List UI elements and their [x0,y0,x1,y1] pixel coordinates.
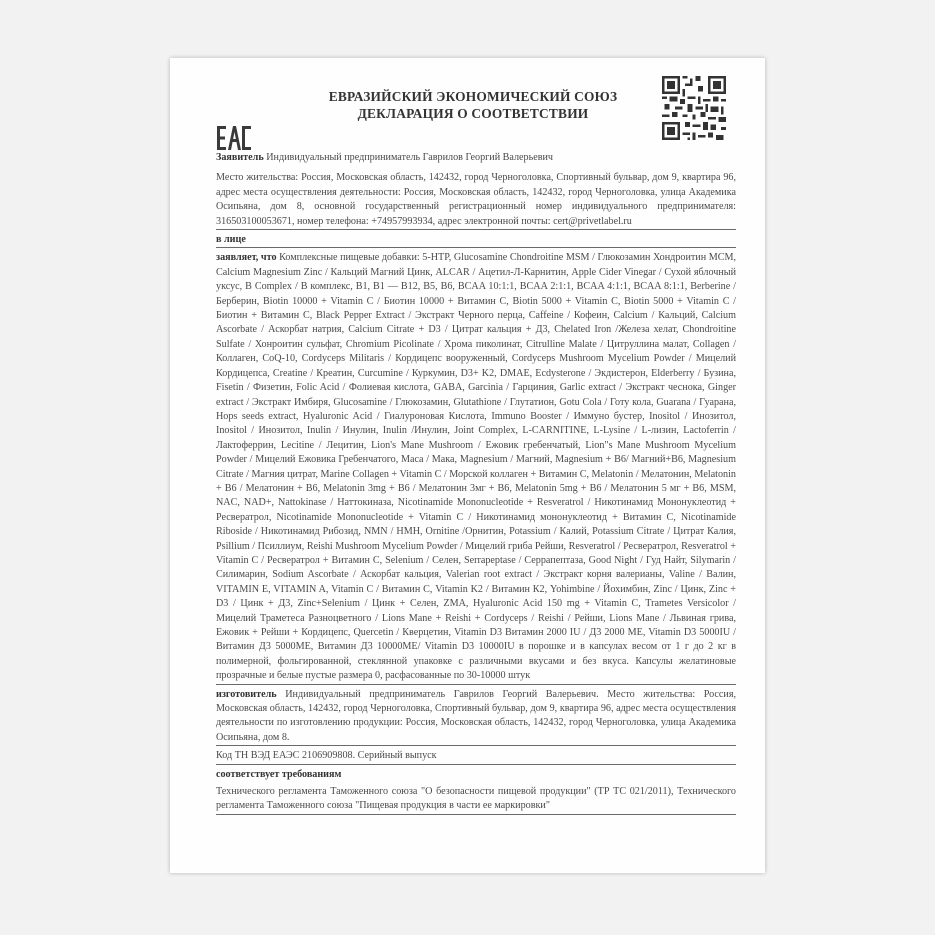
declares-label: заявляет, что [216,252,277,264]
product-list: Комплексные пищевые добавки: 5-HTP, Glucosamine Chondroitine MSM / Глюкозамин Хондроитин МСМ, Calcium Magnesium Zinc / Кальций Магний Цинк, ALCAR / Ацетил-Л-Карнитин, Apple Cider Vinegar / Сухой яблочный уксус, B Complex / В комплекс, B1, B1 — B12, B5, B6, BCAA 10:1:1, BCAA 2:1:1, BCAA 4:1:1, BCAA 8:1:1, Berberine / Берберин, Biotin 10000 + Vitamin C / Биотин 10000 + Витамин С, Biotin 5000 + Vitamin C, Biotin 5000 + Vitamin C / Биотин + Витамин С, Black Pepper Extract / Экстракт Черного перца, Caffeine / Кофеин, Calcium / Кальций, Calcium Ascorbate / Аскорбат натрия, Calcium Citrate + D3 / Цитрат кальция + Д3, Chelated Iron /Железа хелат, Chondroitine Sulfate / Хонроитин сульфат, Chromium Picolinate / Хрома пиколинат, Citrulline Malate / Цитруллина малат, Collagen / Коллаген, CoQ-10, Cordyceps Militaris / Кордицепс вооруженный, Cordyceps Mushroom Mycelium Powder / Мицелий Кордицепса, Creatine / Креатин, Curcumine / Куркумин, D3+ K2, DMAE, Ecdysterone / Экдистерон, Elderberry / Бузина, Fisetin / Физетин, Folic Acid / Фолиевая кислота, GABA, Garcinia / Гарциния, Garlic extract / Экстракт чеснока, Ginger extract / Экстракт Имбиря, Glucosamine / Глюкозамин, Glutathione / Глутатион, Gotu Cola / Готу кола, Guarana / Гуарана, Hops seeds extract, Hyaluronic Acid / Гиалуроновая Кислота, Immuno Booster / Иммуно бустер, Inositol / Инозитол, Inositol / Инозитол, Inulin / Инулин, Inulin /Инулин, Joint Complex, L-CARNITINE, L-Lysine / L-лизин, Lactoferrin / Лактоферрин, Lecitine / Лецитин, Lion's Mane Mushroom / Ежовик гребенчатый, Lion"s Mane Mushroom Mycelium Powder / Мицелий Ежовика Гребенчатого, Maca / Мака, Magnesium / Магний, Magnesium + B6/ Магний+В6, Magnesium Citrate / Магния цитрат, Marine Collagen + Vitamin C / Морской коллаген + Витамин С, Melatonin / Мелатонин, Melatonin + B6 / Мелатонин + В6, Melatonin 3mg + B6 / Мелатонин 3мг + В6, Melatonin 5mg + B6 / Мелатонин 5 мг + В6, MSM, NAC, NAD+, Nattokinase / Наттокиназа, Nicotinamide Mononucleotide + Resveratrol / Никотинамид Мононуклеотид + Ресвератрол, Nicotinamide Mononucleotide + Vitamin C / Никотинамид мононуклеотид + Витамин С, Nicotinamide Riboside / Никотинамид Рибозид, NMN / НМН, Ornitine /Орнитин, Potassium / Калий, Potassium Citrate / Цитрат Калия, Psillium / Псиллиум, Reishi Mushroom Mycelium Powder / Мицелий гриба Рейши, Resveratrol / Ресвератрол, Resveratrol + Vitamin C / Ресвератрол + Витамин С, Selenium / Селен, Serrapeptase / Серрапептаза, Good Night / Гуд Найт, Silymarin / Силимарин, Sodium Ascorbate / Аскорбат кальция, Valerian root extract / Экстракт корня валерианы, Valine / Валин, VITAMIN E, VITAMIN A, Vitamin C / Витамин С, Vitamin K2 / Витамин К2, Yohimbine / Йохимбин, Zinc / Цинк, Zinc + D3 / Цинк + Д3, Zinc+Selenium / Цинк + Селен, ZMA, Hyaluronic Acid 150 mg + Vitamin C, Trametes Versicolor / Мицелий Траметеса Разноцветного / Lions Mane + Reishi + Cordyceps / Reishi / Рейши, Lions Mane / Львиная грива, Ежовик + Рейши + Кордицепс, Quercetin / Кверцетин, Vitamin D3 Витамин 2000 IU / Д3 2000 ME, Vitamin D3 5000IU / Витамин Д3 5000ME, Витамин Д3 10000ME/ Vitamin D3 10000IU в порошке и в капсулах весом от 1 г до 2 кг в полимерной, фольгированной, стеклянной упаковке с различными вкусами и без вкуса. Капсулы желатиновые прозрачные и белые пустые размера 0, расфасованные по 30-10000 штук [216,252,737,682]
manufacturer-label: изготовитель [216,688,277,700]
qr-code-icon [662,76,726,140]
declares-row [216,251,736,684]
document-header [288,88,658,122]
customs-code: Код ТН ВЭД ЕАЭС 2106909808. Серийный выпуск [216,749,736,764]
applicant-address: Место жительства: Россия, Московская область, 142432, город Черноголовка, Спортивный бульвар, дом 9, квартира 96, адрес места осуществления деятельности: Россия, Московская область, 142432, город Черноголовка, улица Академика Осипьяна, дом 8, основной государственный регистрационный номер индивидуального предпринимателя: 316503100053671, номер телефона: +74957993934, адрес электронной почты: cert@privetlabel.ru [216,171,736,230]
conforms-value: Технического регламента Таможенного союза "О безопасности пищевой продукции" (ТР ТС 021/2011), Технического регламента Таможенного союза "Пищевая продукция в части ее маркировки" [216,785,736,815]
eac-logo-icon [216,124,252,152]
in-person-label: в лице [216,233,736,248]
manufacturer-row [216,688,736,747]
manufacturer-value: Индивидуальный предприниматель Гаврилов Георгий Валерьевич. Место жительства: Россия, Московская область, 142432, город Черноголовка, Спортивный бульвар, дом 9, квартира 96, адрес места осуществления деятельности по изготовлению продукции: Россия, Московская область, 142432, город Черноголовка, улица Академика Осипьяна, дом 8. [216,688,737,743]
declaration-sheet [170,58,765,873]
header-declaration-title: ДЕКЛАРАЦИЯ О СООТВЕТСТВИИ [357,106,589,121]
conforms-label: соответствует требованиям [216,768,342,780]
header-union-title: ЕВРАЗИЙСКИЙ ЭКОНОМИЧЕСКИЙ СОЮЗ [328,89,618,104]
applicant-label: Заявитель [216,152,264,163]
applicant-row [216,151,736,165]
applicant-value: Индивидуальный предприниматель Гаврилов Георгий Валерьевич [266,152,554,163]
